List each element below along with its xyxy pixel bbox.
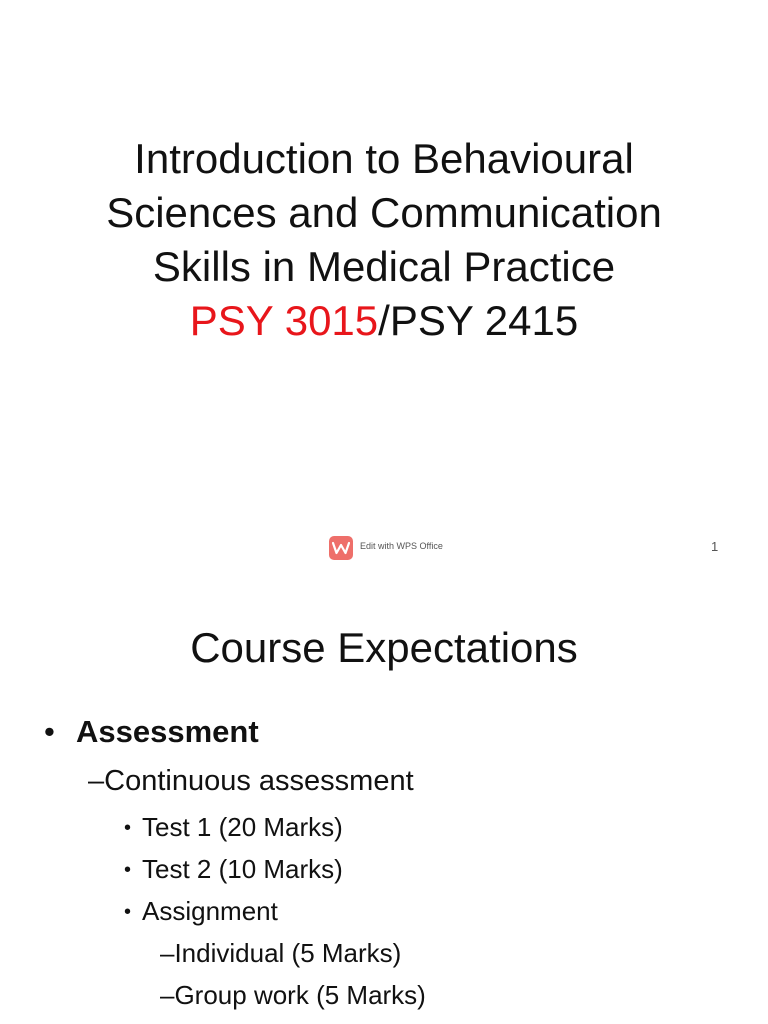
subbullet-continuous-assessment: –Continuous assessment bbox=[88, 765, 414, 797]
bullet-text: Test 2 (10 Marks) bbox=[142, 854, 343, 884]
course-code-primary: PSY 3015 bbox=[189, 297, 379, 344]
list-item-individual: –Individual (5 Marks) bbox=[160, 938, 402, 968]
bullet-marker: • bbox=[124, 859, 132, 881]
bullet-marker: • bbox=[124, 817, 132, 839]
course-code-secondary: /PSY 2415 bbox=[378, 297, 579, 344]
list-item-test-1 bbox=[124, 810, 343, 845]
title-line-1: Introduction to Behavioural bbox=[134, 135, 634, 182]
slide-title bbox=[0, 132, 768, 348]
wps-edit-link[interactable]: Edit with WPS Office bbox=[360, 541, 443, 551]
wps-office-logo-icon[interactable] bbox=[329, 536, 353, 560]
page-number: 1 bbox=[711, 539, 719, 554]
bullet-text: Test 1 (20 Marks) bbox=[142, 812, 343, 842]
title-line-2: Sciences and Communication bbox=[106, 189, 662, 236]
list-item-test-2 bbox=[124, 852, 343, 887]
course-code-line bbox=[0, 294, 768, 348]
title-line-3: Skills in Medical Practice bbox=[152, 243, 616, 290]
slide-2 bbox=[0, 580, 768, 1024]
bullet-text: Assessment bbox=[76, 714, 259, 749]
slide-footer bbox=[0, 535, 768, 561]
list-item-assignment bbox=[124, 894, 278, 929]
bullet-assessment bbox=[44, 712, 259, 752]
list-item-group-work: –Group work (5 Marks) bbox=[160, 980, 426, 1010]
slide-heading: Course Expectations bbox=[190, 624, 578, 671]
bullet-marker: • bbox=[44, 714, 55, 749]
bullet-text: Assignment bbox=[142, 896, 278, 926]
bullet-marker: • bbox=[124, 901, 132, 923]
